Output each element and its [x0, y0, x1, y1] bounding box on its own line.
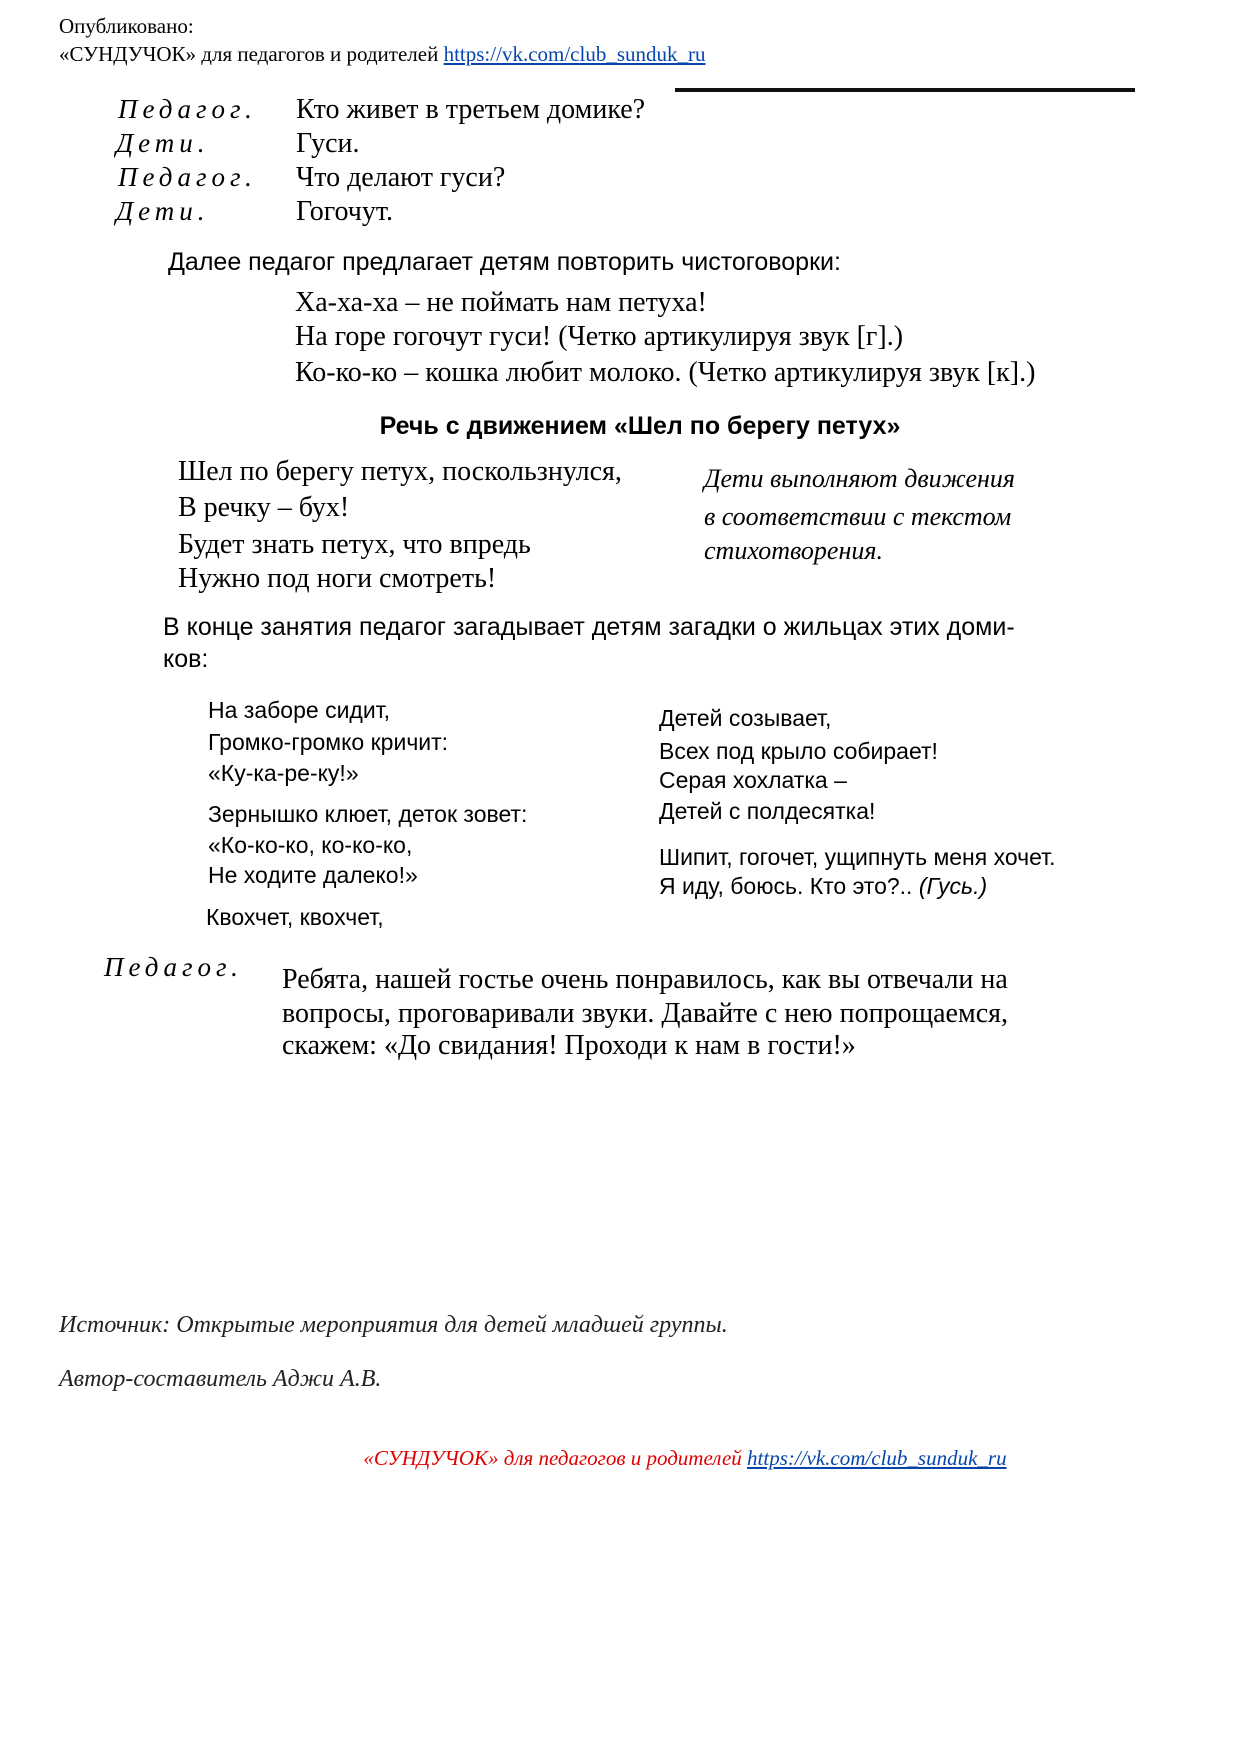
riddle-line: Детей созывает, — [659, 705, 832, 731]
riddle-line: Шипит, гогочет, ущипнуть меня хочет. — [659, 844, 1056, 870]
final-role: Педагог. — [104, 952, 243, 982]
riddle-line: «Ко-ко-ко, ко-ко-ко, — [208, 832, 413, 858]
footer-site: «СУНДУЧОК» для педагогов и родителей — [363, 1446, 742, 1470]
dialog-text: Что делают гуси? — [296, 162, 506, 193]
poem-note: стихотворения. — [704, 536, 883, 565]
dialog-role: Педагог. — [118, 94, 257, 124]
poem-line: В речку – бух! — [178, 492, 350, 523]
poem-line: Будет знать петух, что впредь — [178, 529, 531, 560]
dialog-role: Дети. — [116, 196, 210, 226]
riddle-line: Серая хохлатка – — [659, 767, 847, 793]
divider — [675, 88, 1135, 92]
tongue-twister: Ко-ко-ко – кошка любит молоко. (Четко артикулируя звук [к].) — [295, 357, 1036, 388]
final-line: вопросы, проговаривали звуки. Давайте с нею попрощаемся, — [282, 998, 1009, 1029]
riddle-line: Квохчет, квохчет, — [206, 904, 384, 930]
dialog-text: Гогочут. — [296, 196, 394, 227]
riddles-intro: ков: — [163, 645, 209, 673]
dialog-text: Кто живет в третьем домике? — [296, 94, 646, 125]
riddle-line: Всех под крыло собирает! — [659, 738, 938, 764]
riddle-line: Не ходите далеко!» — [208, 862, 418, 888]
header-site: «СУНДУЧОК» для педагогов и родителей — [59, 42, 439, 66]
poem-note: в соответствии с текстом — [704, 502, 1012, 531]
footer-link[interactable]: https://vk.com/club_sunduk_ru — [747, 1446, 1007, 1470]
riddle-line: Детей с полдесятка! — [659, 798, 876, 824]
footer — [0, 1446, 1240, 1471]
author-text: Автор-составитель Аджи А.В. — [59, 1366, 382, 1392]
riddle-answer: (Гусь.) — [918, 873, 988, 899]
riddle-line: «Ку-ка-ре-ку!» — [208, 760, 359, 786]
riddle-line: На заборе сидит, — [208, 697, 391, 723]
header-line — [59, 42, 706, 67]
poem-line: Шел по берегу петух, поскользнулся, — [178, 456, 622, 487]
dialog-role: Педагог. — [118, 162, 257, 192]
riddle-line: Зернышко клюет, деток зовет: — [208, 801, 528, 827]
header-link[interactable]: https://vk.com/club_sunduk_ru — [443, 42, 706, 66]
poem-note: Дети выполняют движения — [704, 464, 1015, 493]
dialog-role: Дети. — [116, 128, 210, 158]
riddles-intro: В конце занятия педагог загадывает детям загадки о жильцах этих доми- — [163, 613, 1015, 641]
dialog-text: Гуси. — [296, 128, 360, 159]
riddle-line — [659, 873, 987, 900]
poem-line: Нужно под ноги смотреть! — [178, 563, 497, 594]
riddle-line: Громко-громко кричит: — [208, 729, 449, 755]
final-line: скажем: «До свидания! Проходи к нам в гости!» — [282, 1030, 856, 1061]
published-label: Опубликовано: — [59, 14, 194, 38]
section-heading: Речь с движением «Шел по берегу петух» — [379, 412, 901, 440]
tongue-twister: На горе гогочут гуси! (Четко артикулируя звук [г].) — [295, 321, 904, 352]
final-line: Ребята, нашей гостье очень понравилось, как вы отвечали на — [282, 964, 1008, 995]
intro-text: Далее педагог предлагает детям повторить чистоговорки: — [168, 248, 841, 276]
riddle-text: Я иду, боюсь. Кто это?.. — [659, 873, 913, 899]
source-text: Источник: Открытые мероприятия для детей младшей группы. — [59, 1312, 728, 1338]
tongue-twister: Ха-ха-ха – не поймать нам петуха! — [295, 287, 707, 318]
